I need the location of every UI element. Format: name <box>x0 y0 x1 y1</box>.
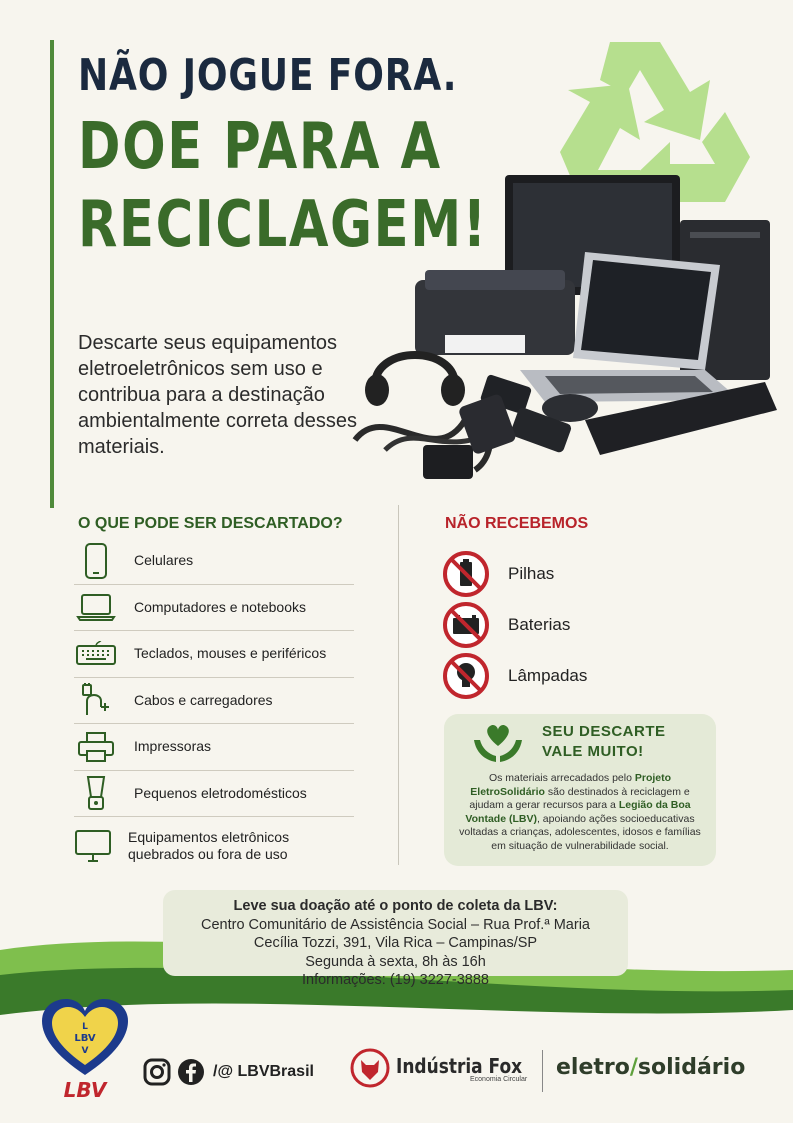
item-label: Pilhas <box>508 563 555 583</box>
info-hours: Segunda à sexta, 8h às 16h <box>305 953 486 970</box>
phone-icon <box>74 543 118 579</box>
svg-text:V: V <box>81 1046 89 1056</box>
fox-icon <box>350 1048 390 1088</box>
monitor-icon <box>74 828 112 864</box>
accepted-title: O QUE PODE SER DESCARTADO? <box>78 515 343 532</box>
no-lamp-icon <box>442 652 490 700</box>
list-item <box>74 724 354 771</box>
item-label: Impressoras <box>134 738 212 755</box>
item-label: Computadores e notebooks <box>134 598 306 615</box>
item-label: Celulares <box>134 552 194 569</box>
value-box <box>444 714 716 866</box>
industria-fox-logo <box>350 1048 544 1088</box>
refused-list <box>442 548 712 701</box>
instagram-icon[interactable] <box>143 1058 171 1086</box>
fox-name: Indústria Fox <box>396 1053 523 1078</box>
printer-icon <box>74 729 118 765</box>
list-item <box>74 678 354 725</box>
list-item <box>74 585 354 632</box>
list-item <box>442 599 712 650</box>
info-address-1: Centro Comunitário de Assistência Social – Rua Prof.ª Maria <box>201 916 590 933</box>
info-text <box>163 897 628 990</box>
svg-text:L: L <box>82 1022 88 1032</box>
svg-text:LBV: LBV <box>74 1033 96 1044</box>
item-label: Teclados, mouses e periféricos <box>134 645 327 662</box>
info-phone: Informações: (19) 3227-3888 <box>302 972 489 988</box>
keyboard-icon <box>74 636 118 672</box>
accent-bar <box>50 40 54 508</box>
fox-subtitle: Economia Circular <box>470 1075 528 1083</box>
headline-line-3: RECICLAGEM! <box>78 188 488 262</box>
list-item <box>442 650 712 701</box>
eletrosolidario-logo: eletro/solidário <box>556 1055 746 1080</box>
value-box-text: Os materiais arrecadados pelo Projeto EletroSolidário são destinados à reciclagem e ajudam a gerar recursos para a Legião da Boa Vontade (LBV), apoiando ações socioeducativas voltadas a crianças, adolescentes, idosos e famílias em situação de vulnerabilidade social. <box>459 772 701 852</box>
no-battery-icon <box>442 550 490 598</box>
item-label: Pequenos eletrodomésticos <box>134 784 307 801</box>
footer-divider <box>542 1050 543 1092</box>
list-item <box>74 631 354 678</box>
lbv-logo <box>40 995 130 1105</box>
value-box-title: SEU DESCARTE VALE MUITO! <box>542 723 666 760</box>
social-handles <box>143 1058 314 1086</box>
info-lead: Leve sua doação até o ponto de coleta da LBV: <box>233 898 558 914</box>
no-car-battery-icon <box>442 601 490 649</box>
accepted-list <box>74 538 354 875</box>
column-divider <box>398 505 399 865</box>
item-label: Equipamentos eletrônicos quebrados ou fora de uso <box>128 829 290 862</box>
laptop-icon <box>74 589 118 625</box>
item-label: Lâmpadas <box>508 665 588 685</box>
item-label: Baterias <box>508 614 571 634</box>
cable-icon <box>74 682 118 718</box>
blender-icon <box>74 775 118 811</box>
headline-line-1: NÃO JOGUE FORA. <box>78 50 458 101</box>
social-handle[interactable]: /@ LBVBrasil <box>213 1063 314 1080</box>
item-label: Cabos e carregadores <box>134 691 273 708</box>
headline-line-2: DOE PARA A <box>78 110 442 184</box>
list-item <box>74 817 354 875</box>
electronics-photo <box>345 170 785 480</box>
info-address-2: Cecília Tozzi, 391, Vila Rica – Campinas/SP <box>253 935 538 951</box>
facebook-icon[interactable] <box>177 1058 205 1086</box>
list-item <box>442 548 712 599</box>
intro-text: Descarte seus equipamentos eletroeletrônicos sem uso e contribua para a destinação ambientalmente correta desses materiais. <box>78 332 358 458</box>
svg-text:LBV: LBV <box>63 1078 107 1102</box>
list-item <box>74 538 354 585</box>
heart-hands-icon <box>470 720 526 766</box>
refused-title: NÃO RECEBEMOS <box>445 515 589 532</box>
list-item <box>74 771 354 818</box>
